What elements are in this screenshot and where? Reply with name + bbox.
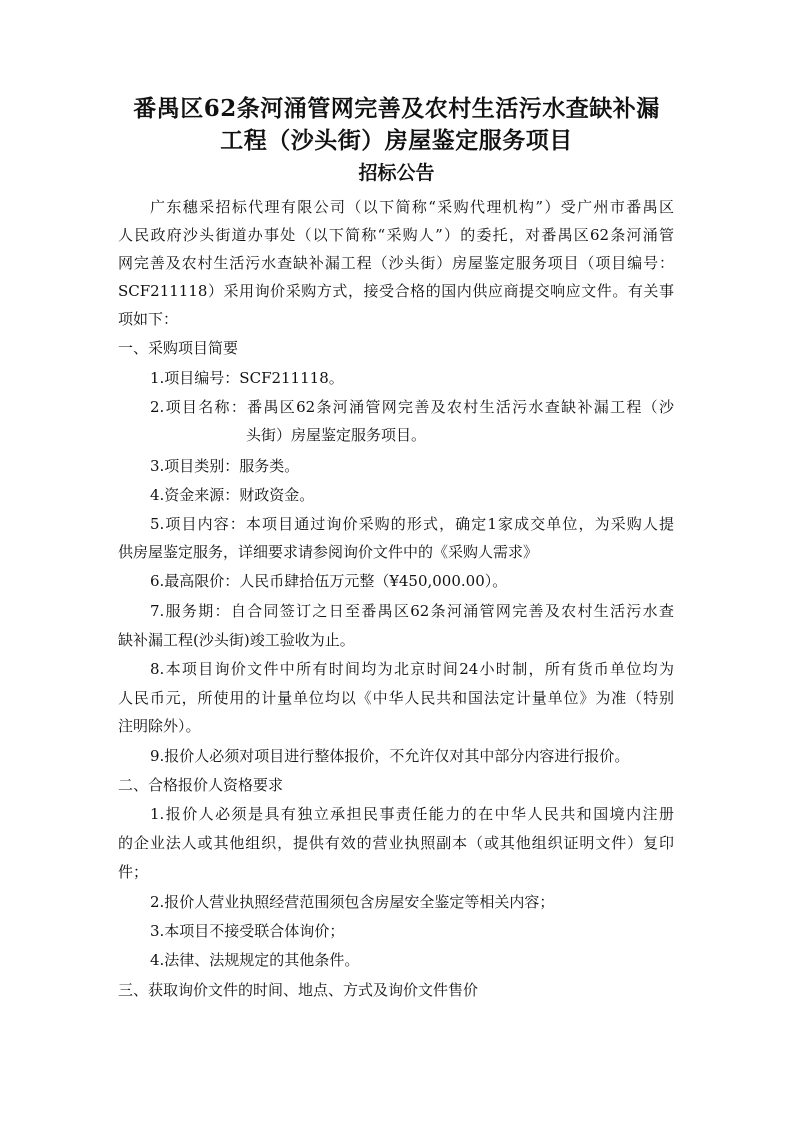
section-2-item: 2.报价人营业执照经营范围须包含房屋安全鉴定等相关内容； <box>150 893 555 911</box>
intro-line-5: 项如下： <box>118 310 179 328</box>
intro-line-4: SCF211118）采用询价采购方式，接受合格的国内供应商提交响应文件。有关事 <box>118 282 674 300</box>
section-2-heading: 二、合格报价人资格要求 <box>118 776 284 794</box>
document-title-line-1: 番禺区62条河涌管网完善及农村生活污水查缺补漏 <box>133 95 660 122</box>
section-2-item: 件； <box>118 863 149 881</box>
document-subtitle: 招标公告 <box>358 162 435 184</box>
section-1-item: 注明除外）。 <box>118 717 201 735</box>
section-1-item: 5.项目内容：本项目通过询价采购的形式，确定1家成交单位，为采购人提 <box>150 515 674 533</box>
section-1-item: 9.报价人必须对项目进行整体报价，不允许仅对其中部分内容进行报价。 <box>150 747 630 765</box>
document-title-line-2: 工程（沙头街）房屋鉴定服务项目 <box>220 127 573 154</box>
section-1-item: 7.服务期：自合同签订之日至番禺区62条河涌管网完善及农村生活污水查 <box>150 602 674 620</box>
section-1-item: 8.本项目询价文件中所有时间均为北京时间24小时制，所有货币单位均为 <box>150 660 674 678</box>
section-1-item: 人民币元，所使用的计量单位均以《中华人民共和国法定计量单位》为准（特别 <box>118 689 674 707</box>
section-1-item: 4.资金来源：财政资金。 <box>150 486 315 504</box>
section-1-item: 头街）房屋鉴定服务项目。 <box>246 426 427 444</box>
section-2-item: 3.本项目不接受联合体询价； <box>150 922 345 940</box>
section-2-item: 4.法律、法规规定的其他条件。 <box>150 951 360 969</box>
section-1-item: 缺补漏工程(沙头街)竣工验收为止。 <box>118 631 355 649</box>
section-1-item: 3.项目类别：服务类。 <box>150 457 300 475</box>
section-2-item: 1.报价人必须是具有独立承担民事责任能力的在中华人民共和国境内注册 <box>150 805 674 823</box>
intro-line-1: 广东穗采招标代理有限公司（以下简称“采购代理机构”）受广州市番禺区 <box>150 198 674 216</box>
section-1-item: 1.项目编号：SCF211118。 <box>150 369 344 387</box>
section-2-item: 的企业法人或其他组织，提供有效的营业执照副本（或其他组织证明文件）复印 <box>118 834 674 852</box>
intro-line-2: 人民政府沙头街道办事处（以下简称“采购人”）的委托，对番禺区62条河涌管 <box>118 226 674 244</box>
section-1-item: 2.项目名称：番禺区62条河涌管网完善及农村生活污水查缺补漏工程（沙 <box>150 398 674 416</box>
section-1-item: 供房屋鉴定服务，详细要求请参阅询价文件中的《采购人需求》 <box>118 543 539 561</box>
intro-line-3: 网完善及农村生活污水查缺补漏工程（沙头街）房屋鉴定服务项目（项目编号： <box>118 254 674 272</box>
section-1-heading: 一、采购项目简要 <box>118 339 239 357</box>
section-3-heading: 三、获取询价文件的时间、地点、方式及询价文件售价 <box>118 981 479 999</box>
section-1-item: 6.最高限价：人民币肆拾伍万元整（¥450,000.00）。 <box>150 572 508 590</box>
